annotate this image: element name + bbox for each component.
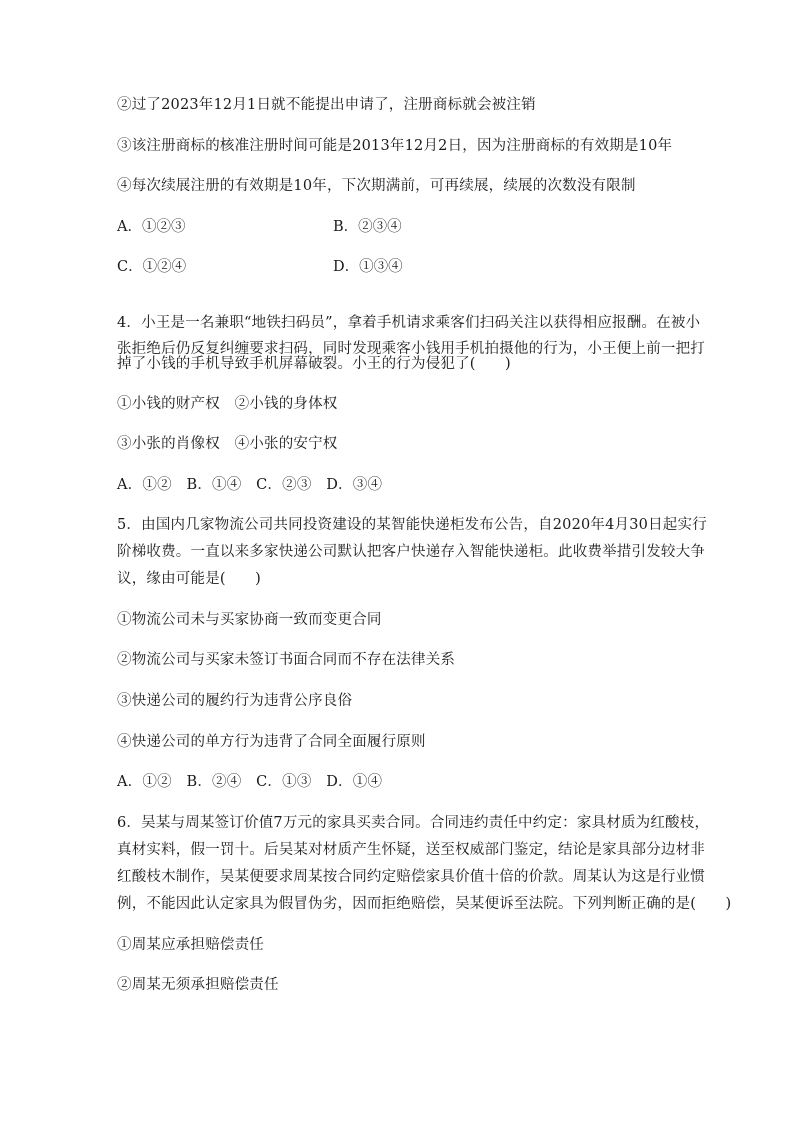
- q4-stem-line-1: 4．小王是一名兼职“地铁扫码员”，拿着手机请求乘客们扫码关注以获得相应报酬。在被小: [117, 315, 701, 331]
- q3-choice-d: D．①③④: [333, 259, 403, 275]
- q3-option-4: ④每次续展注册的有效期是10年，下次期满前，可再续展，续展的次数没有限制: [117, 178, 636, 194]
- q3-choice-b: B．②③④: [333, 219, 402, 235]
- q6-stem-line-4: 例，不能因此认定家具为假冒伪劣，因而拒绝赔偿，吴某便诉至法院。下列判断正确的是( ): [117, 896, 732, 912]
- q3-option-2: ②过了2023年12月1日就不能提出申请了，注册商标就会被注销: [117, 97, 536, 113]
- q6-option-1: ①周某应承担赔偿责任: [117, 937, 264, 953]
- q4-stem-line-3: 掉了小钱的手机导致手机屏幕破裂。小王的行为侵犯了( ): [117, 356, 511, 372]
- q5-option-4: ④快递公司的单方行为违背了合同全面履行原则: [117, 734, 426, 750]
- q5-option-1: ①物流公司未与买家协商一致而变更合同: [117, 612, 382, 628]
- q5-option-2: ②物流公司与买家未签订书面合同而不存在法律关系: [117, 652, 456, 668]
- q4-options-line-1: ①小钱的财产权 ②小钱的身体权: [117, 396, 338, 412]
- q4-options-line-2: ③小张的肖像权 ④小张的安宁权: [117, 436, 338, 452]
- q3-choice-c: C．①②④: [117, 259, 187, 275]
- q4-choices: A．①② B．①④ C．②③ D．③④: [117, 477, 383, 493]
- q5-choices: A．①② B．②④ C．①③ D．①④: [117, 774, 383, 790]
- q6-stem-line-3: 红酸枝木制作，吴某便要求周某按合同约定赔偿家具价值十倍的价款。周某认为这是行业惯: [117, 869, 705, 885]
- q5-option-3: ③快递公司的履约行为违背公序良俗: [117, 693, 353, 709]
- q6-stem-line-1: 6．吴某与周某签订价值7万元的家具买卖合同。合同违约责任中约定：家具材质为红酸枝，: [117, 815, 710, 831]
- q4-stem-line-2: 张拒绝后仍反复纠缠要求扫码，同时发现乘客小钱用手机拍摄他的行为，小王便上前一把打: [117, 341, 705, 357]
- q3-choice-a: A．①②③: [117, 219, 186, 235]
- q5-stem-line-2: 阶梯收费。一直以来多家快递公司默认把客户快递存入智能快递柜。此收费举措引发较大争: [117, 544, 705, 560]
- q6-stem-line-2: 真材实料，假一罚十。后吴某对材质产生怀疑，送至权威部门鉴定，结论是家具部分边材非: [117, 842, 705, 858]
- q3-option-3: ③该注册商标的核准注册时间可能是2013年12月2日，因为注册商标的有效期是10年: [117, 138, 673, 154]
- q6-option-2: ②周某无须承担赔偿责任: [117, 977, 279, 993]
- q5-stem-line-3: 议，缘由可能是( ): [117, 571, 262, 587]
- q5-stem-line-1: 5．由国内几家物流公司共同投资建设的某智能快递柜发布公告，自2020年4月30日起实行: [117, 517, 707, 533]
